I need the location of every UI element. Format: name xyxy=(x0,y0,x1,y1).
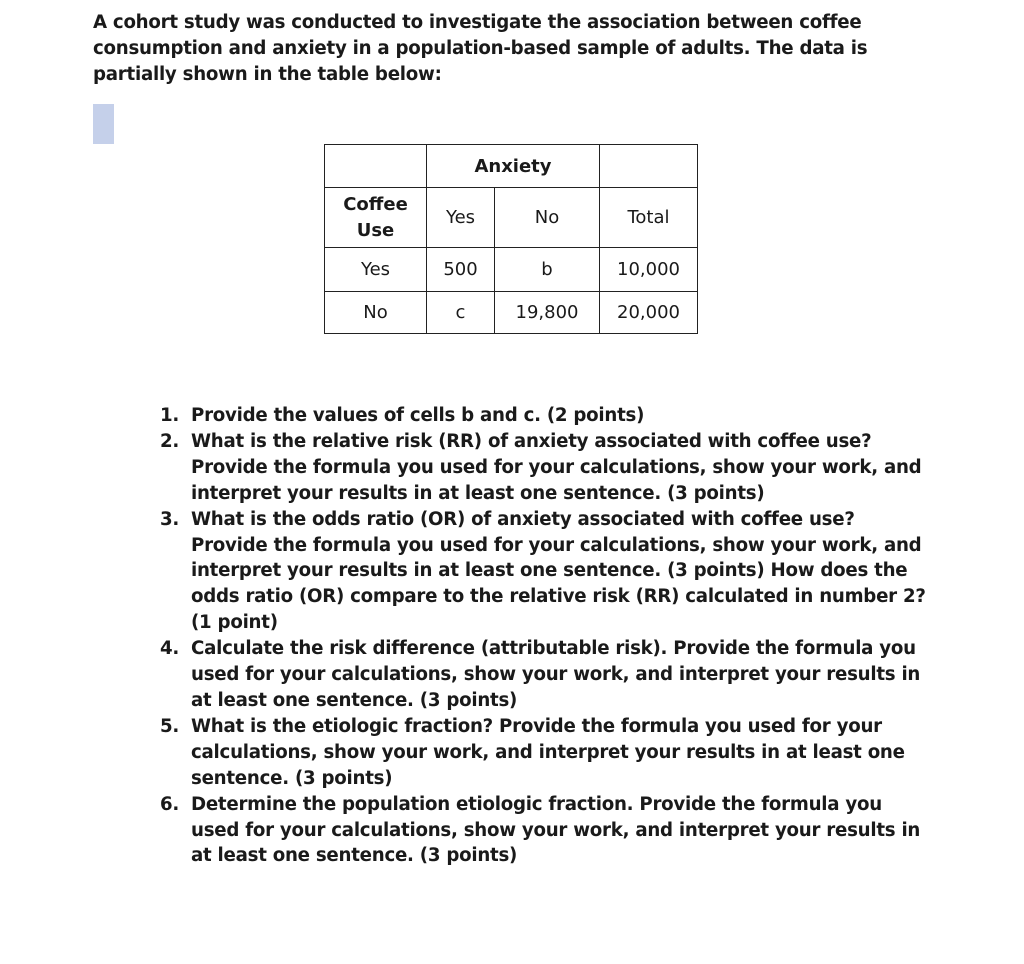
table-row xyxy=(325,292,698,334)
intro-paragraph: A cohort study was conducted to investigate the association between coffee consumption and anxiety in a population-based sample of adults. The data is partially shown in the table below: xyxy=(93,12,868,85)
question-number: 2. xyxy=(160,430,180,452)
cell-c: c xyxy=(427,292,495,334)
table-header-row xyxy=(325,145,698,188)
list-item xyxy=(160,636,930,714)
table-column-header-row xyxy=(325,188,698,248)
cell-a: 500 xyxy=(427,248,495,292)
cell-d: 19,800 xyxy=(495,292,600,334)
question-text: Provide the values of cells b and c. (2 points) xyxy=(191,405,645,426)
list-item xyxy=(160,792,930,870)
question-number: 6. xyxy=(160,793,180,815)
cell-b: b xyxy=(495,248,600,292)
row-label-no: No xyxy=(325,292,427,334)
cell-total-yes: 10,000 xyxy=(600,248,698,292)
question-text: Calculate the risk difference (attributable risk). Provide the formula you used for your calculations, show your work, and interpret your results in at least one sentence. (3 points) xyxy=(191,638,921,711)
list-item xyxy=(160,714,930,792)
question-list xyxy=(160,403,930,869)
column-header-no: No xyxy=(495,188,600,248)
list-item xyxy=(160,429,930,507)
table-cell-empty xyxy=(325,145,427,188)
text-cursor-highlight xyxy=(93,104,114,144)
question-number: 1. xyxy=(160,405,180,426)
table-cell-empty xyxy=(600,145,698,188)
contingency-table xyxy=(324,144,698,334)
anxiety-header: Anxiety xyxy=(427,145,600,188)
list-item xyxy=(160,403,930,429)
column-header-total: Total xyxy=(600,188,698,248)
question-number: 3. xyxy=(160,508,180,530)
question-number: 5. xyxy=(160,715,180,737)
column-header-yes: Yes xyxy=(427,188,495,248)
table-row xyxy=(325,248,698,292)
question-text: Determine the population etiologic fraction. Provide the formula you used for your calculations, show your work, and interpret your results in at least one sentence. (3 points) xyxy=(191,793,921,867)
coffee-use-header-line2: Use xyxy=(356,219,395,241)
coffee-use-header-line1: Coffee xyxy=(343,193,408,215)
question-text: What is the odds ratio (OR) of anxiety associated with coffee use? Provide the formula you used for your calculations, show your work, and interpret your results in at least one sentence. (3 points) How does the odds ratio (OR) compare to the relative risk (RR) calculated in number 2? (1 point) xyxy=(191,508,926,634)
coffee-use-header xyxy=(325,188,427,248)
cell-total-no: 20,000 xyxy=(600,292,698,334)
row-label-yes: Yes xyxy=(325,248,427,292)
question-number: 4. xyxy=(160,638,180,660)
question-text: What is the etiologic fraction? Provide the formula you used for your calculations, show your work, and interpret your results in at least one sentence. (3 points) xyxy=(191,715,905,789)
question-text: What is the relative risk (RR) of anxiety associated with coffee use? Provide the formula you used for your calculations, show your work, and interpret your results in at least one sentence. (3 points) xyxy=(191,430,922,504)
list-item xyxy=(160,507,930,637)
